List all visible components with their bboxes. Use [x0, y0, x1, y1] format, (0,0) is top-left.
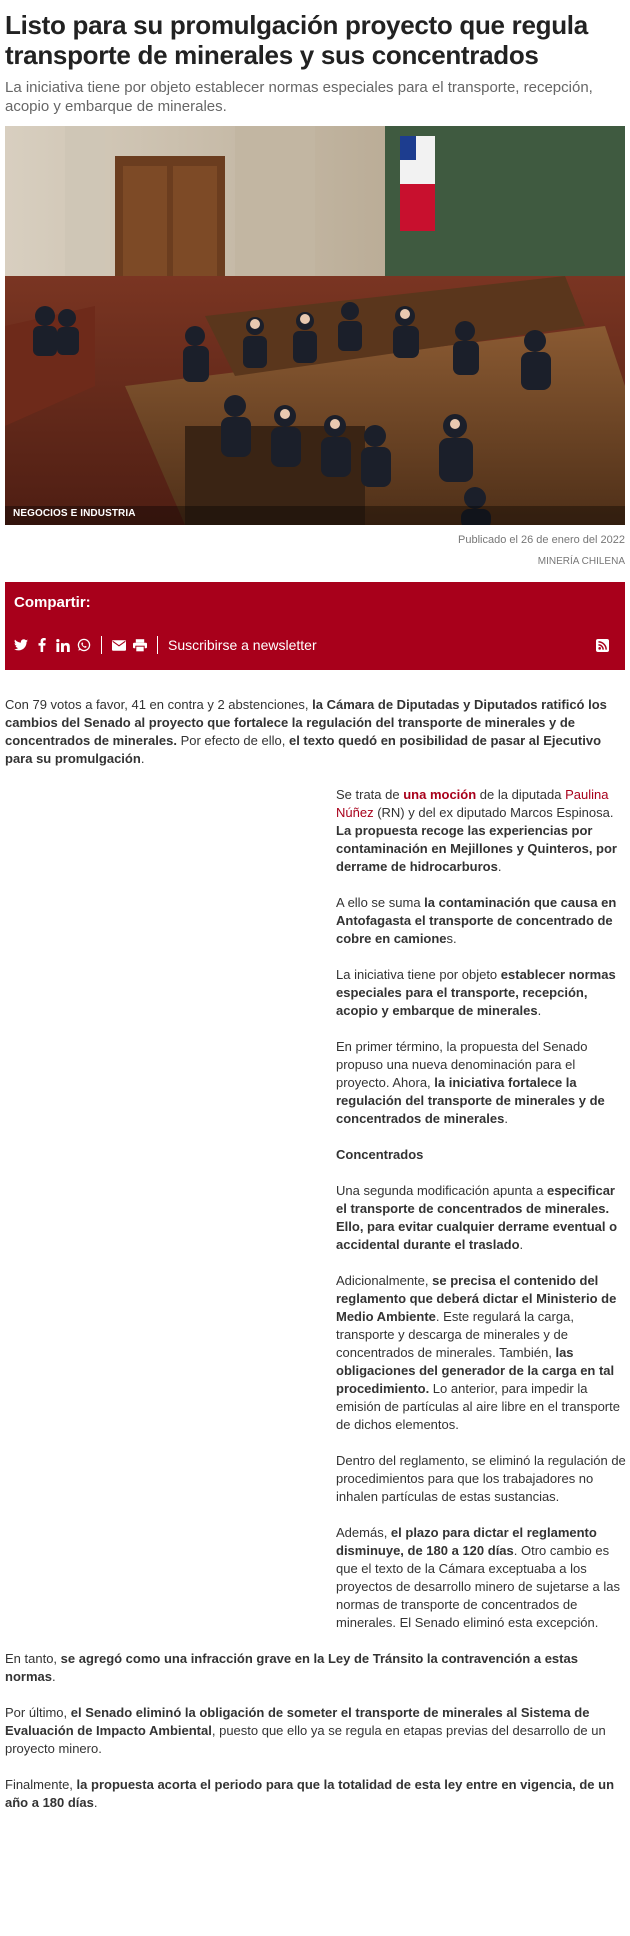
paragraph-vigencia: Finalmente, la propuesta acorta el periodo para que la totalidad de esta ley entre en vigencia, de un año a 180 días. — [5, 1777, 615, 1810]
headline: Listo para su promulgación proyecto que regula transporte de minerales y sus concentrados — [5, 10, 588, 70]
email-icon[interactable] — [112, 638, 126, 652]
twitter-icon[interactable] — [14, 638, 28, 652]
print-icon[interactable] — [133, 638, 147, 652]
chamber-photo-illustration — [5, 126, 625, 525]
paragraph-trabajadores: Dentro del reglamento, se eliminó la regulación de procedimientos para que los trabajadores no inhalen partículas de estas sustancias. — [336, 1453, 626, 1504]
linkedin-icon[interactable] — [56, 638, 70, 652]
paragraph-objeto: La iniciativa tiene por objeto establecer normas especiales para el transporte, recepción, acopio y embarque de minerales. — [336, 967, 616, 1018]
paragraph-intro: Con 79 votos a favor, 41 en contra y 2 abstenciones, la Cámara de Diputadas y Diputados ratificó los cambios del Senado al proyecto que fortalece la regulación del transporte de minerales y de concentrados de minerales. Por efecto de ello, el texto quedó en posibilidad de pasar al Ejecutivo para su promulgación. — [5, 697, 607, 766]
article-column — [336, 786, 626, 1632]
article-body — [5, 696, 625, 1812]
paragraph-antofagasta: A ello se suma la contaminación que causa en Antofagasta el transporte de concentrado de cobre en camiones. — [336, 895, 617, 946]
whatsapp-icon[interactable] — [77, 638, 91, 652]
paragraph-infraccion: En tanto, se agregó como una infracción grave en la Ley de Tránsito la contravención a estas normas. — [5, 1651, 578, 1684]
paragraph-denominacion: En primer término, la propuesta del Senado propuso una nueva denominación para el proyecto. Ahora, la iniciativa fortalece la regulación del transporte de minerales y de concentrados de minerales. — [336, 1039, 605, 1126]
share-divider — [101, 636, 102, 654]
paragraph-mocion: Se trata de una moción de la diputada Paulina Núñez (RN) y del ex diputado Marcos Espinosa. La propuesta recoge las experiencias por contaminación en Mejillones y Quinteros, por derrame de hidrocarburos. — [336, 787, 617, 874]
paragraph-plazo: Además, el plazo para dictar el reglamento disminuye, de 180 a 120 días. Otro cambio es que el texto de la Cámara exceptuaba a los proyectos de desarrollo minero de sujetarse a las normas de transporte de concentrados de minerales. El Senado eliminó esta excepción. — [336, 1525, 620, 1630]
paragraph-segunda-modificacion: Una segunda modificación apunta a especificar el transporte de concentrados de minerales. Ello, para evitar cualquier derrame eventual o accidental durante el traslado. — [336, 1183, 618, 1252]
diputada-link[interactable]: Paulina Núñez — [336, 787, 609, 820]
paragraph-evaluacion: Por último, el Senado eliminó la obligación de someter el transporte de minerales al Sistema de Evaluación de Impacto Ambiental, puesto que ello ya se regula en etapas previas del desarrollo de un proyecto minero. — [5, 1705, 606, 1756]
article-meta — [5, 531, 625, 573]
share-actions — [14, 636, 616, 654]
article-photo — [5, 126, 625, 525]
article-source: MINERÍA CHILENA — [537, 556, 625, 567]
paragraph-reglamento: Adicionalmente, se precisa el contenido del reglamento que deberá dictar el Ministerio de Medio Ambiente. Este regulará la carga, transporte y descarga de minerales y de concentrados de minerales. También, las obligaciones del generador de la carga en tal procedimiento. Lo anterior, para impedir la emisión de partículas al aire libre en el transporte de dichos elementos. — [336, 1273, 620, 1432]
subtitle: La iniciativa tiene por objeto establecer normas especiales para el transporte, recepción, acopio y embarque de minerales. — [5, 79, 593, 115]
publish-date: Publicado el 26 de enero del 2022 — [458, 534, 625, 546]
share-title: Compartir: — [14, 594, 91, 611]
newsletter-link[interactable]: Suscribirse a newsletter — [168, 637, 317, 653]
facebook-icon[interactable] — [35, 638, 49, 652]
section-heading-concentrados: Concentrados — [336, 1147, 424, 1162]
share-divider-2 — [157, 636, 158, 654]
category-tag[interactable]: NEGOCIOS E INDUSTRIA — [13, 508, 136, 519]
rss-icon[interactable] — [595, 638, 609, 652]
mocion-link[interactable]: una moción — [403, 787, 477, 802]
share-bar — [5, 582, 625, 670]
